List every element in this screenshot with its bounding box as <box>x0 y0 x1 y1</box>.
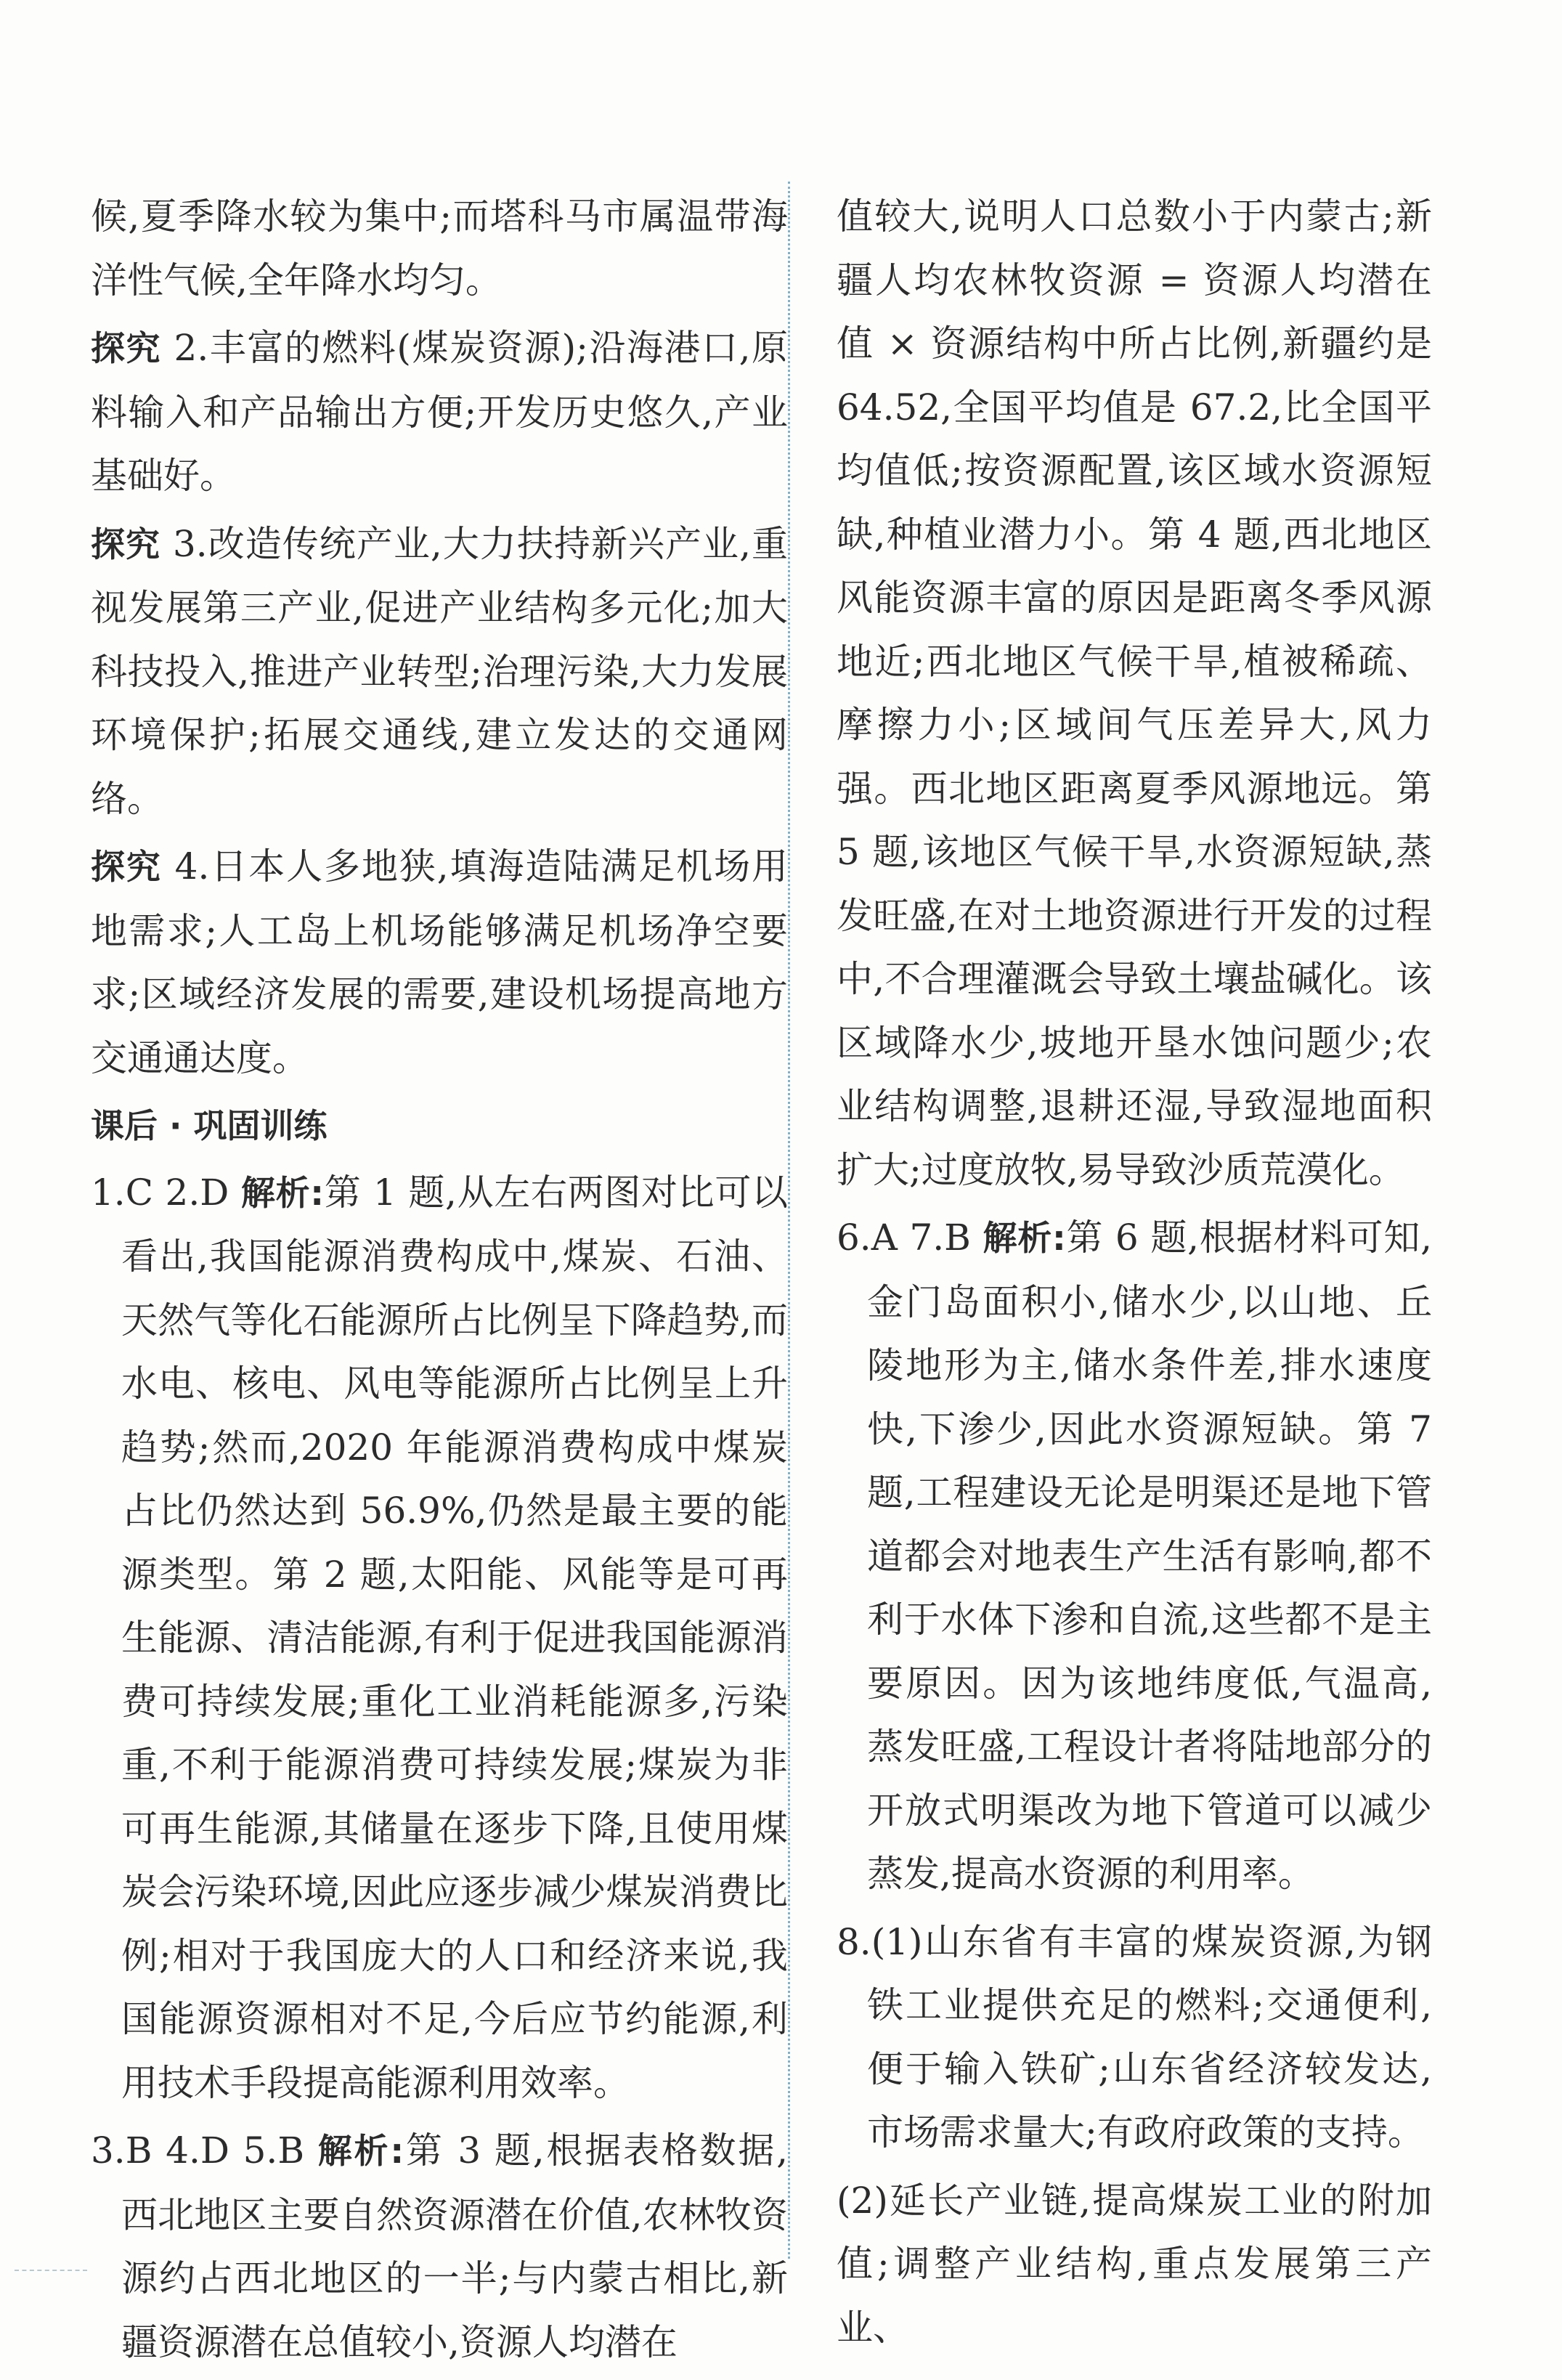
answer-6-7 <box>837 1206 1432 1906</box>
explore-label: 探究 <box>91 848 162 888</box>
left-column <box>91 185 788 2379</box>
explore-2 <box>91 317 788 508</box>
answer-8-part-1: 8.(1)山东省有丰富的煤炭资源,为钢铁工业提供充足的燃料;交通便利,便于输入铁矿;山东省经济较发达,市场需求量大;有政府政策的支持。 <box>837 1920 1432 2153</box>
answer-1-2 <box>91 1161 788 2116</box>
explore-label: 探究 <box>91 524 161 565</box>
answer-8-part-2: (2)延长产业链,提高煤炭工业的附加值;调整产业结构,重点发展第三产业、 <box>837 2179 1432 2349</box>
explore-text: 4.日本人多地狭,填海造陆满足机场用地需求;人工岛上机场能够满足机场净空要求;区域经济发展的需要,建设机场提高地方交通通达度。 <box>91 845 788 1079</box>
bottom-rule <box>15 2270 87 2271</box>
explore-3 <box>91 513 788 832</box>
answer-keys: 6.A 7.B <box>837 1217 983 1259</box>
analysis-text: 第 6 题,根据材料可知,金门岛面积小,储水少,以山地、丘陵地形为主,储水条件差,排水速度快,下渗少,因此水资源短缺。第 7 题,工程建设无论是明渠还是地下管道都会对地表生产生活有影响,都不利于水体下渗和自流,这些都不是主要原因。因为该地纬度低,气温高,蒸发旺盛,工程设计者将陆地部分的开放式明渠改为地下管道可以减少蒸发,提高水资源的利用率。 <box>867 1217 1432 1895</box>
answer-3-5 <box>91 2119 788 2374</box>
explore-text: 3.改造传统产业,大力扶持新兴产业,重视发展第三产业,促进产业结构多元化;加大科技投入,推进产业转型;治理污染,大力发展环境保护;拓展交通线,建立发达的交通网络。 <box>91 522 788 820</box>
analysis-label: 解析: <box>983 1219 1066 1259</box>
right-column <box>837 185 1432 2363</box>
explore-label: 探究 <box>91 329 162 369</box>
column-divider <box>788 182 790 2259</box>
answer-keys: 1.C 2.D <box>91 1171 241 1214</box>
explore-text: 2.丰富的燃料(煤炭资源);沿海港口,原料输入和产品输出方便;开发历史悠久,产业基础好。 <box>91 327 789 497</box>
analysis-label: 解析: <box>240 1173 325 1214</box>
explore-4 <box>91 835 788 1090</box>
analysis-label: 解析: <box>317 2132 404 2172</box>
paragraph: 值较大,说明人口总数小于内蒙古;新疆人均农林牧资源 = 资源人均潜在值 × 资源结构中所占比例,新疆约是 64.52,全国平均值是 67.2,比全国平均值低;按资源配置,该区域水资源短缺,种植业潜力小。第 4 题,西北地区风能资源丰富的原因是距离冬季风源地近;西北地区气候干旱,植被稀疏、摩擦力小;区域间气压差异大,风力强。西北地区距离夏季风源地远。第 5 题,该地区气候干旱,水资源短缺,蒸发旺盛,在对土地资源进行开发的过程中,不合理灌溉会导致土壤盐碱化。该区域降水少,坡地开垦水蚀问题少;农业结构调整,退耕还湿,导致湿地面积扩大;过度放牧,易导致沙质荒漠化。 <box>837 195 1432 1191</box>
answer-keys: 3.B 4.D 5.B <box>91 2129 318 2172</box>
section-heading: 课后 · 巩固训练 <box>91 1106 328 1145</box>
analysis-text: 第 1 题,从左右两图对比可以看出,我国能源消费构成中,煤炭、石油、天然气等化石能源所占比例呈下降趋势,而水电、核电、风电等能源所占比例呈上升趋势;然而,2020 年能源消费构成中煤炭占比仍然达到 56.9%,仍然是最主要的能源类型。第 2 题,太阳能、风能等是可再生能源、清洁能源,有利于促进我国能源消费可持续发展;重化工业消耗能源多,污染重,不利于能源消费可持续发展;煤炭为非可再生能源,其储量在逐步下降,且使用煤炭会污染环境,因此应逐步减少煤炭消费比例;相对于我国庞大的人口和经济来说,我国能源资源相对不足,今后应节约能源,利用技术手段提高能源利用效率。 <box>121 1171 789 2104</box>
paragraph: 候,夏季降水较为集中;而塔科马市属温带海洋性气候,全年降水均匀。 <box>91 195 788 301</box>
analysis-text: 第 3 题,根据表格数据,西北地区主要自然资源潜在价值,农林牧资源约占西北地区的一半;与内蒙古相比,新疆资源潜在总值较小,资源人均潜在 <box>121 2129 789 2363</box>
